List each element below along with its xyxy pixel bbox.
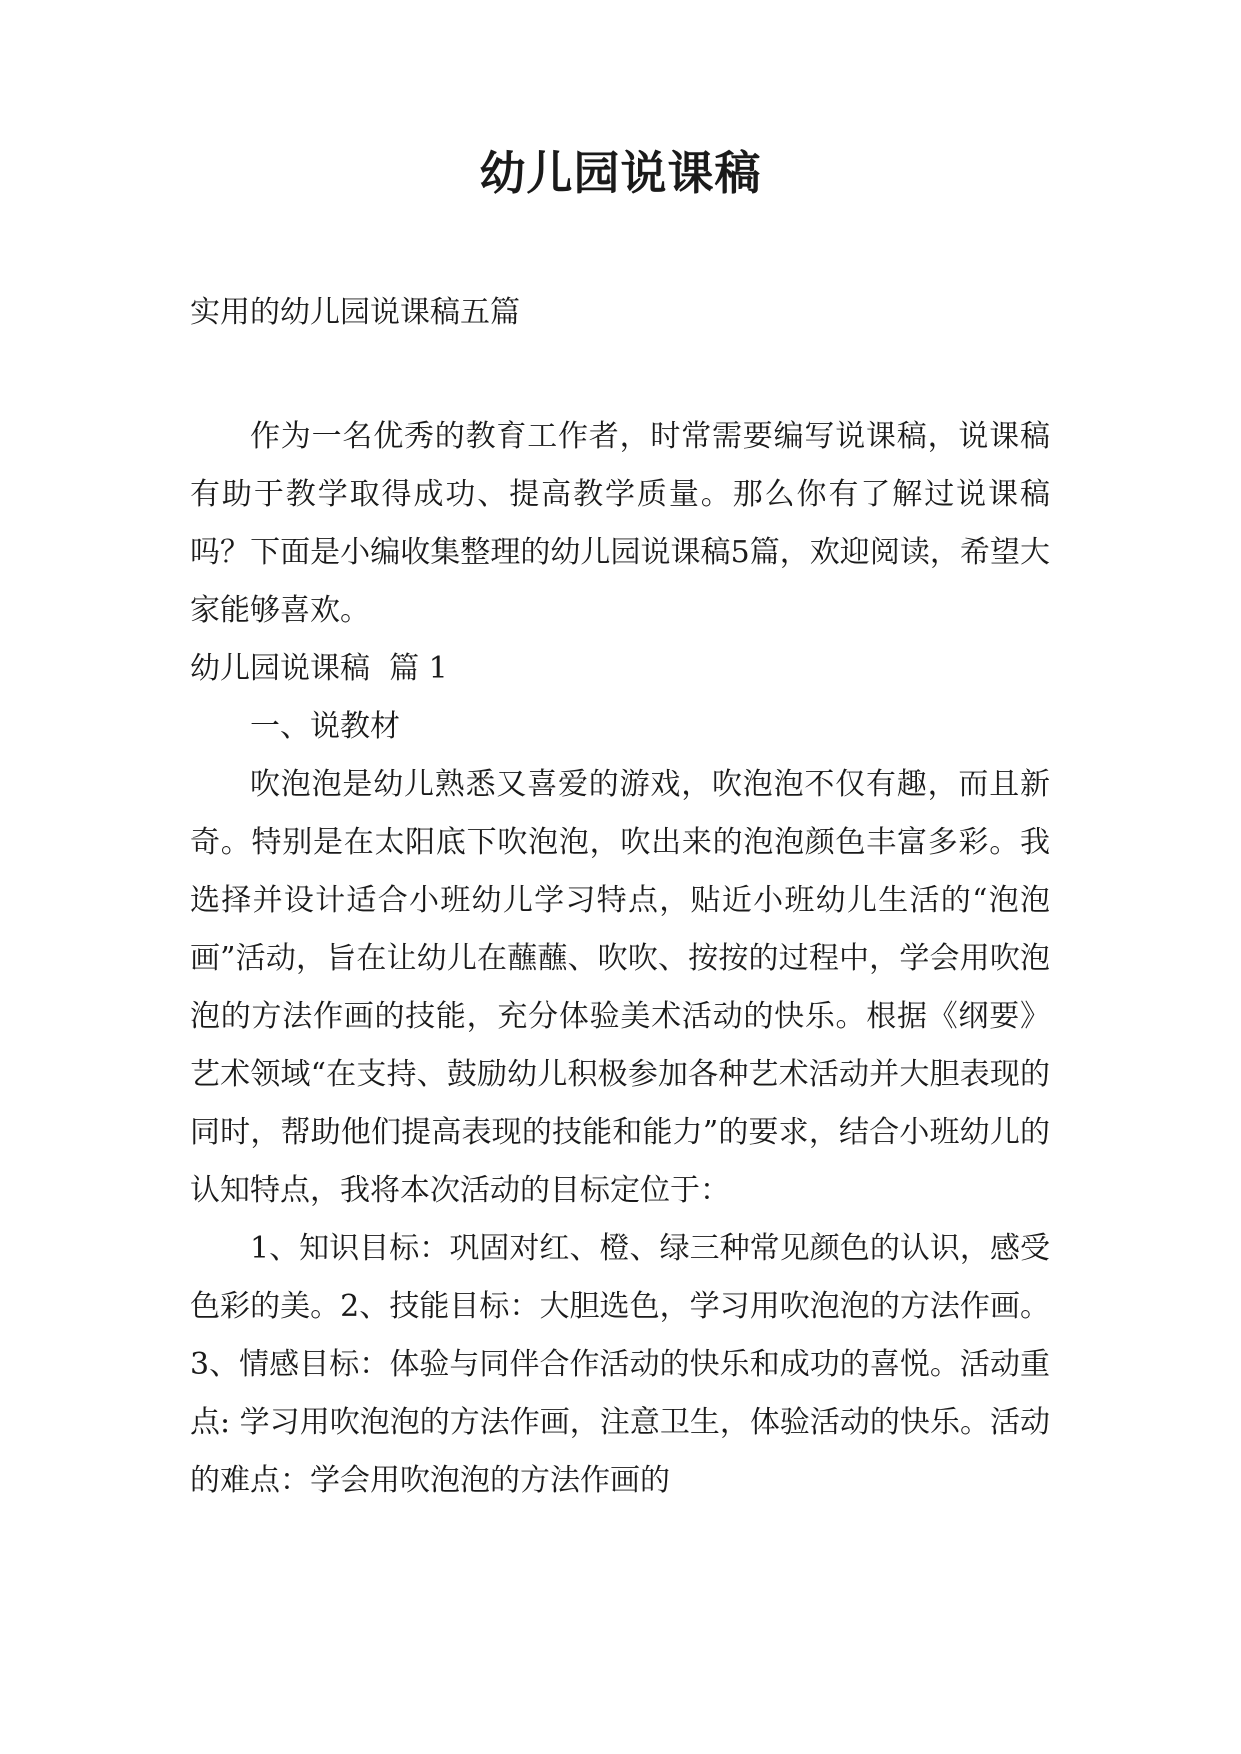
body-paragraph-1: 吹泡泡是幼儿熟悉又喜爱的游戏，吹泡泡不仅有趣，而且新奇。特别是在太阳底下吹泡泡，吹出来的泡泡颜色丰富多彩。我选择并设计适合小班幼儿学习特点，贴近小班幼儿生活的“泡泡画”活动，旨在让幼儿在蘸蘸、吹吹、按按的过程中，学会用吹泡泡的方法作画的技能，充分体验美术活动的快乐。根据《纲要》艺术领域“在支持、鼓励幼儿积极参加各种艺术活动并大胆表现的同时，帮助他们提高表现的技能和能力”的要求，结合小班幼儿的认知特点，我将本次活动的目标定位于： — [190, 767, 1050, 1208]
document-subtitle: 实用的幼儿园说课稿五篇 — [190, 295, 520, 330]
section-heading: 幼儿园说课稿 篇 1 — [190, 651, 448, 686]
body-paragraph-2: 1、知识目标：巩固对红、橙、绿三种常见颜色的认识，感受色彩的美。2、技能目标：大胆选色，学习用吹泡泡的方法作画。3、情感目标：体验与同伴合作活动的快乐和成功的喜悦。活动重点: 学习用吹泡泡的方法作画，注意卫生，体验活动的快乐。活动的难点：学会用吹泡泡的方法作画的 — [190, 1231, 1050, 1498]
intro-paragraph: 作为一名优秀的教育工作者，时常需要编写说课稿，说课稿有助于教学取得成功、提高教学质量。那么你有了解过说课稿吗？下面是小编收集整理的幼儿园说课稿5篇，欢迎阅读，希望大家能够喜欢。 — [190, 419, 1050, 628]
document-body — [190, 408, 1050, 1510]
sub-heading: 一、说教材 — [250, 709, 400, 744]
document-title: 幼儿园说课稿 — [479, 146, 762, 200]
